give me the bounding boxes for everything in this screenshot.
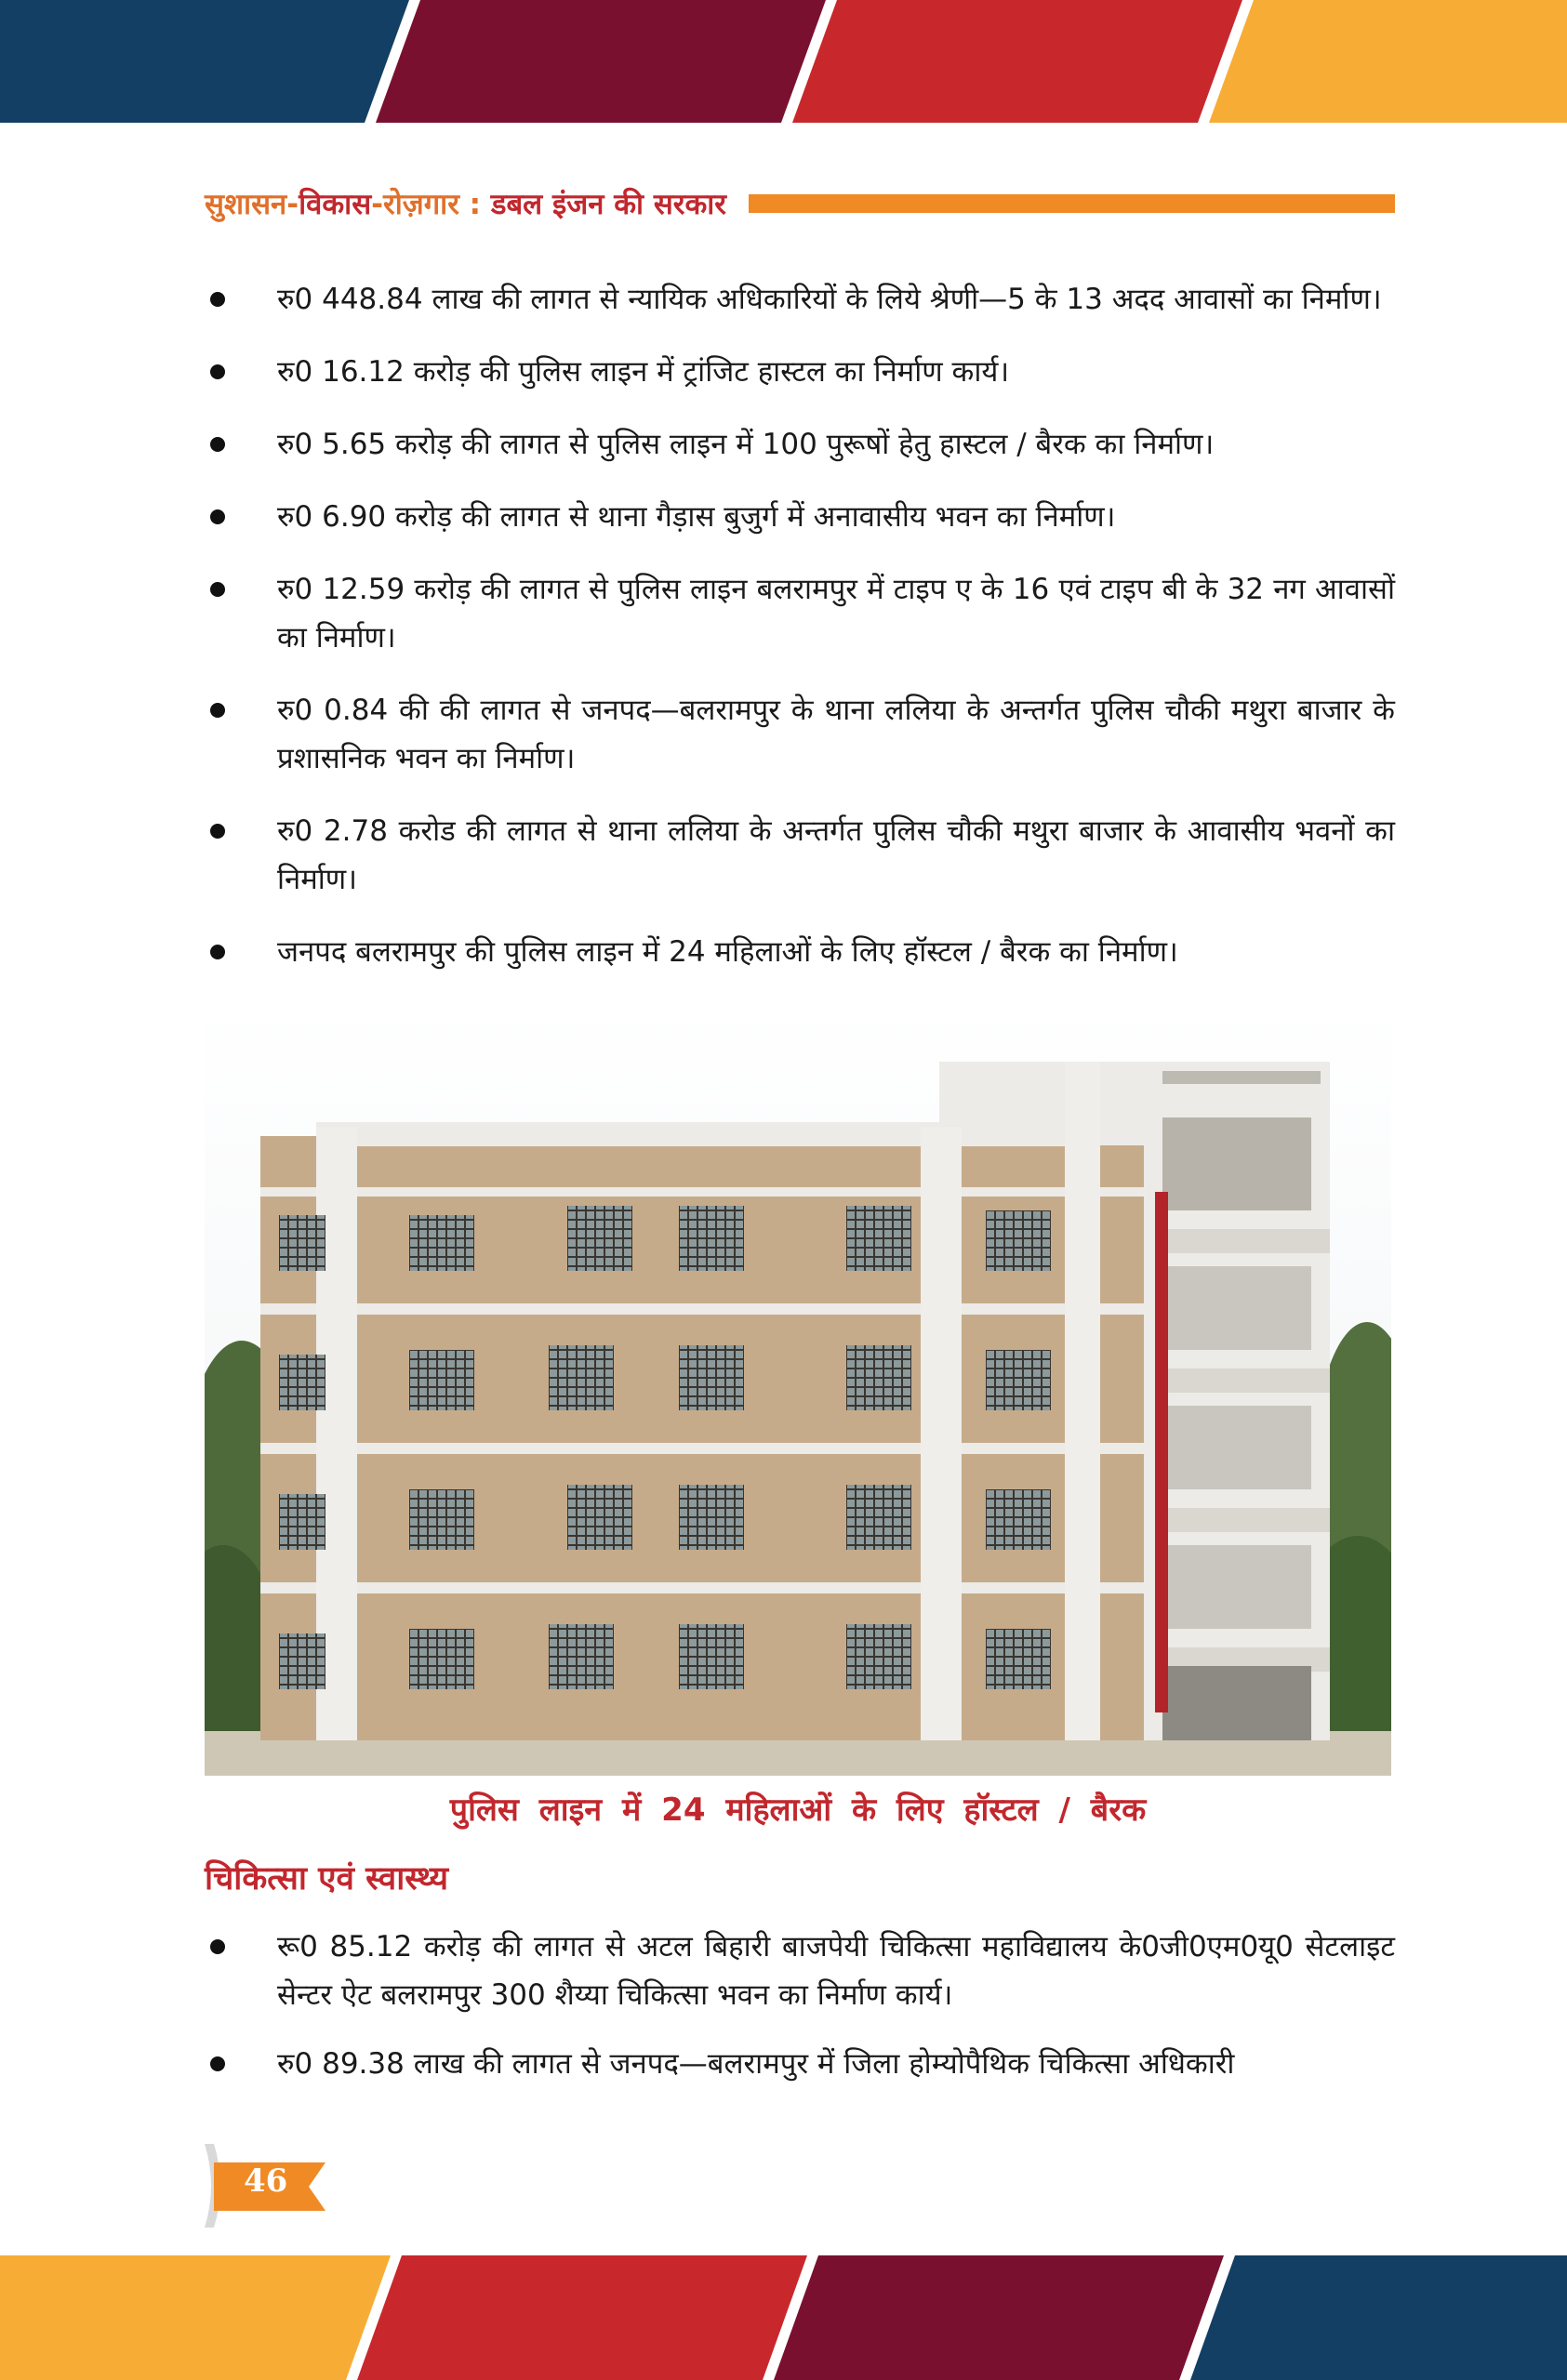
list-item: जनपद बलरामपुर की पुलिस लाइन में 24 महिलाओं के लिए हॉस्टल / बैरक का निर्माण। (205, 928, 1395, 976)
bullet-icon (210, 703, 225, 718)
bullet-icon (210, 437, 225, 452)
list-item: रू0 85.12 करोड़ की लागत से अटल बिहारी बाजपेयी चिकित्सा महाविद्यालय के0जी0एम0यू0 सेटलाइट सेन्टर ऐट बलरामपुर 300 शैय्या चिकित्सा भवन का निर्माण कार्य। (205, 1923, 1395, 2019)
section-heading-health: चिकित्सा एवं स्वास्थ्य (205, 1860, 449, 1897)
list-item: रु0 0.84 की की लागत से जनपद—बलरामपुर के थाना ललिया के अन्तर्गत पुलिस चौकी मथुरा बाजार के प्रशासनिक भवन का निर्माण। (205, 686, 1395, 783)
bullet-icon (210, 292, 225, 307)
list-item: रु0 5.65 करोड़ की लागत से पुलिस लाइन में 100 पुरूषों हेतु हास्टल / बैरक का निर्माण। (205, 420, 1395, 469)
hostel-building-photo (205, 1006, 1391, 1776)
header-title: सुशासन-विकास-रोज़गार : डबल इंजन की सरकार (205, 188, 726, 221)
list-item: रु0 89.38 लाख की लागत से जनपद—बलरामपुर में जिला होम्योपैथिक चिकित्सा अधिकारी (205, 2040, 1395, 2088)
list-item: रु0 2.78 करोड की लागत से थाना ललिया के अन्तर्गत पुलिस चौकी मथुरा बाजार के आवासीय भवनों का निर्माण। (205, 807, 1395, 904)
bullet-icon (210, 364, 225, 379)
list-item: रु0 12.59 करोड़ की लागत से पुलिस लाइन बलरामपुर में टाइप ए के 16 एवं टाइप बी के 32 नग आवासों का निर्माण। (205, 565, 1395, 662)
list-item: रु0 448.84 लाख की लागत से न्यायिक अधिकारियों के लिये श्रेणी—5 के 13 अदद आवासों का निर्माण। (205, 275, 1395, 324)
photo-caption: पुलिस लाइन में 24 महिलाओं के लिए हॉस्टल / बैरक (449, 1792, 1147, 1829)
bullet-icon (210, 945, 225, 959)
bullet-icon (210, 2056, 225, 2071)
bullet-icon (210, 1939, 225, 1954)
list-item: रु0 6.90 करोड़ की लागत से थाना गैड़ास बुजुर्ग में अनावासीय भवन का निर्माण। (205, 493, 1395, 541)
page-number: 46 (244, 2162, 288, 2200)
health-bullet-list (205, 1923, 1395, 2109)
bullet-icon (210, 509, 225, 524)
bullet-icon (210, 582, 225, 597)
header-rule (749, 194, 1395, 213)
running-header (205, 182, 1395, 225)
top-color-band (0, 0, 1567, 123)
list-item: रु0 16.12 करोड़ की पुलिस लाइन में ट्रांजिट हास्टल का निर्माण कार्य। (205, 348, 1395, 396)
bullet-icon (210, 824, 225, 839)
police-bullet-list (205, 275, 1395, 1000)
bottom-color-band (0, 2255, 1567, 2380)
